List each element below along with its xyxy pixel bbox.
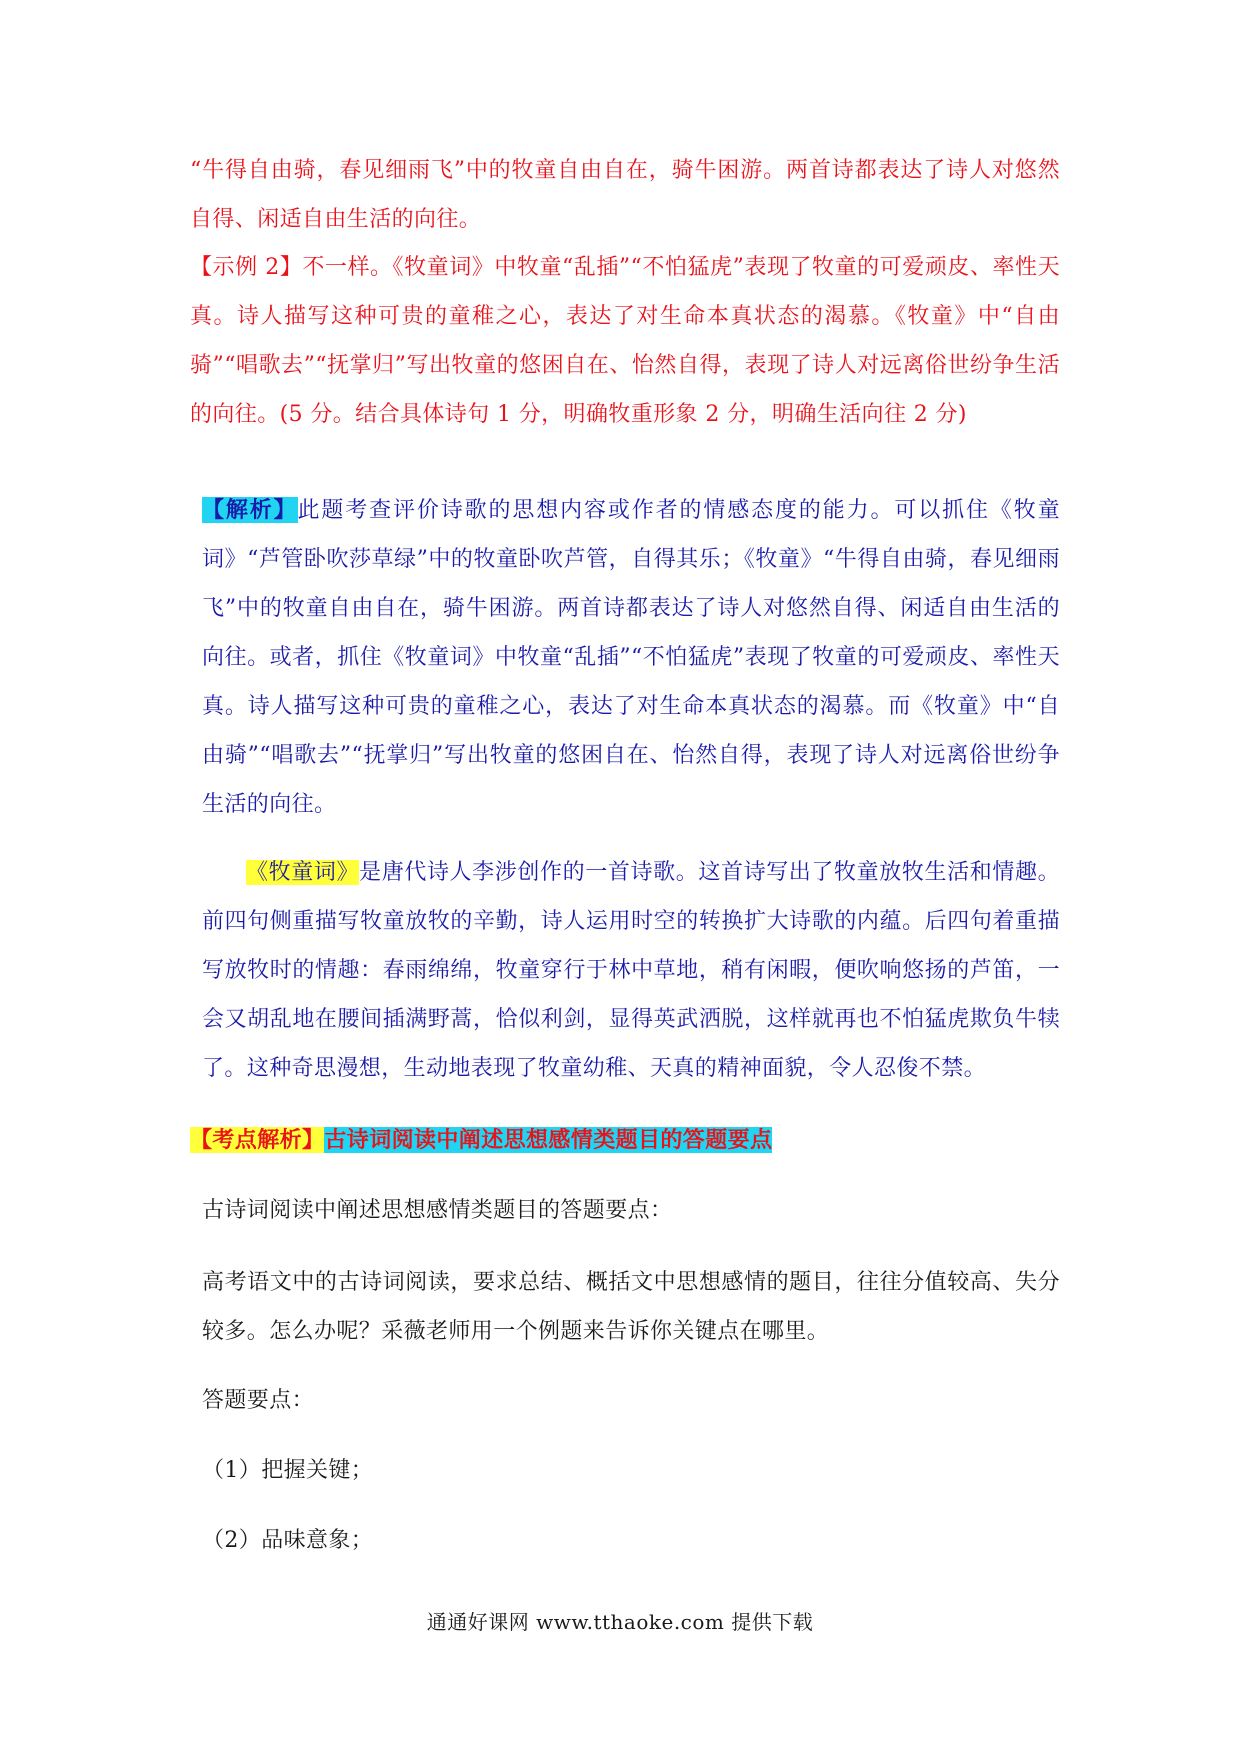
gaokao-paragraph <box>202 1258 1060 1356</box>
poem-title-highlight: 《牧童词》 <box>246 860 360 885</box>
page-footer: 通通好课网 www.tthaoke.com 提供下载 <box>426 1610 814 1634</box>
kaodian-title: 古诗词阅读中阐述思想感情类题目的答题要点 <box>324 1127 773 1153</box>
answer-points-heading <box>202 1376 1060 1425</box>
paragraph-poem-intro <box>202 848 1060 1093</box>
paragraph-analysis <box>202 486 1060 829</box>
point-1 <box>202 1446 1060 1495</box>
analysis-text: 此题考查评价诗歌的思想内容或作者的情感态度的能力。可以抓住《牧童词》“芦管卧吹莎草绿”中的牧童卧吹芦管，自得其乐；《牧童》“牛得自由骑，春见细雨飞”中的牧童自由自在，骑牛困游。两首诗都表达了诗人对悠然自得、闲适自由生活的向往。或者，抓住《牧童词》中牧童“乱插”“不怕猛虎”表现了牧童的可爱顽皮、率性天真。诗人描写这种可贵的童稚之心，表达了对生命本真状态的渴慕。而《牧童》中“自由骑”“唱歌去”“抚掌归”写出牧童的悠困自在、怡然自得，表现了诗人对远离俗世纷争生活的向往。 <box>202 498 1060 817</box>
gaokao-paragraph-text: 高考语文中的古诗词阅读，要求总结、概括文中思想感情的题目，往往分值较高、失分较多。怎么办呢？采薇老师用一个例题来告诉你关键点在哪里。 <box>202 1270 1060 1344</box>
analysis-label: 【解析】 <box>202 497 298 523</box>
point-2 <box>202 1516 1060 1565</box>
answer-points-intro <box>202 1186 1060 1235</box>
kaodian-heading <box>190 1116 1060 1165</box>
paragraph-text: “牛得自由骑，春见细雨飞”中的牧童自由自在，骑牛困游。两首诗都表达了诗人对悠然自得、闲适自由生活的向往。 <box>190 158 1060 232</box>
paragraph-example-2 <box>190 243 1060 439</box>
kaodian-label: 【考点解析】 <box>190 1127 325 1153</box>
answer-points-intro-text: 古诗词阅读中阐述思想感情类题目的答题要点： <box>202 1198 673 1223</box>
paragraph-example-1-end <box>190 146 1060 244</box>
point-1-text: （1）把握关键； <box>202 1458 374 1483</box>
answer-points-heading-text: 答题要点： <box>202 1388 315 1413</box>
example-2-label: 【示例 2】 <box>190 255 303 280</box>
poem-intro-text: 是唐代诗人李涉创作的一首诗歌。这首诗写出了牧童放牧生活和情趣。前四句侧重描写牧童放牧的辛勤，诗人运用时空的转换扩大诗歌的内蕴。后四句着重描写放牧时的情趣：春雨绵绵，牧童穿行于林中草地，稍有闲暇，便吹响悠扬的芦笛，一会又胡乱地在腰间插满野蒿，恰似利剑，显得英武洒脱，这样就再也不怕猛虎欺负牛犊了。这种奇思漫想，生动地表现了牧童幼稚、天真的精神面貌，令人忍俊不禁。 <box>202 860 1060 1081</box>
point-2-text: （2）品味意象； <box>202 1528 374 1553</box>
example-2-text: 不一样。《牧童词》中牧童“乱插”“不怕猛虎”表现了牧童的可爱顽皮、率性天真。诗人描写这种可贵的童稚之心，表达了对生命本真状态的渴慕。《牧童》中“自由骑”“唱歌去”“抚掌归”写出牧童的悠困自在、怡然自得，表现了诗人对远离俗世纷争生活的向往。(5 分。结合具体诗句 1 分，明确牧重形象 2 分，明确生活向往 2 分) <box>190 255 1061 427</box>
